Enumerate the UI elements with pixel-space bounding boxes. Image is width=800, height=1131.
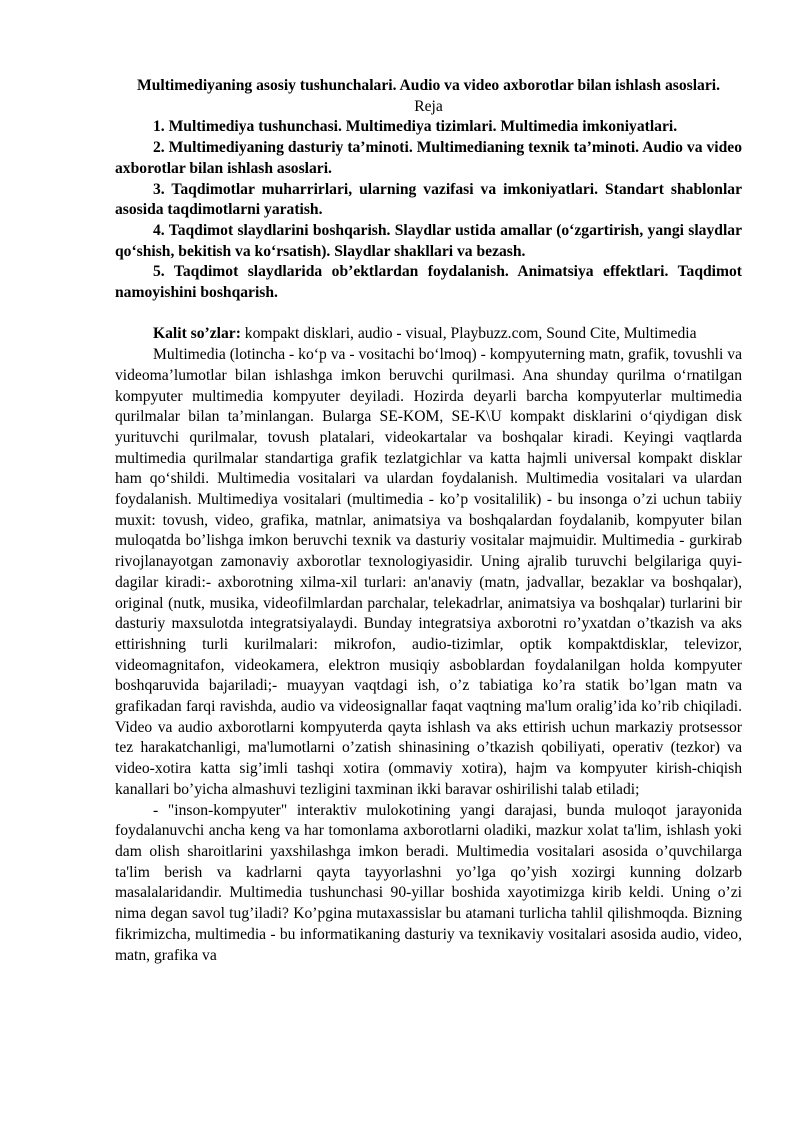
plan-item-5: 5. Taqdimot slaydlarida ob’ektlardan foydalanish. Animatsiya effektlari. Taqdimot namoyishini boshqarish. bbox=[115, 263, 742, 302]
plan-item-1: 1. Multimediya tushunchasi. Multimediya tizimlari. Multimedia imkoniyatlari. bbox=[153, 118, 678, 136]
keywords-text: kompakt disklari, audio - visual, Playbuzz.com, Sound Cite, Multimedia bbox=[240, 325, 697, 343]
plan-item-3: 3. Taqdimotlar muharrirlari, ularning vazifasi va imkoniyatlari. Standart shablonlar asosida taqdimotlarni yaratish. bbox=[115, 180, 742, 219]
keywords-label: Kalit so’zlar: bbox=[153, 325, 241, 343]
plan-item-4: 4. Taqdimot slaydlarini boshqarish. Slaydlar ustida amallar (o‘zgartirish, yangi slaydlar qo‘shish, bekitish va ko‘rsatish). Slaydlar shakllari va bezash. bbox=[115, 221, 742, 260]
body-paragraph-2: - "inson-kompyuter" interaktiv mulokotining yangi darajasi, bunda muloqot jarayonida foydalanuvchi ancha keng va har tomonlama axborotlarni oladiki, mazkur xolat ta'lim, ishlash yoki dam olish sharoitlarini yaxshilashga imkon beradi. Multimedia vositalari asosida o’quvchilarga ta'lim berish va kadrlarni qayta tayyorlashni yo’lga qo’yish xozirgi kunning dolzarb masalalaridandir. Multimedia tushunchasi 90-yillar boshida xayotimizga kirib keldi. Uning o’zi nima degan savol tug’iladi? Ko’pgina mutaxassislar bu atamani turlicha tahlil qilishmoqda. Bizning fikrimizcha, multimedia - bu informatikaning dasturiy va texnikaviy vositalari asosida audio, video, matn, grafika va bbox=[115, 801, 742, 964]
document-title: Multimediyaning asosiy tushunchalari. Audio va video axborotlar bilan ishlash asoslari. bbox=[136, 77, 720, 94]
keywords-paragraph bbox=[115, 324, 742, 345]
plan-heading: Reja bbox=[414, 97, 443, 115]
body-paragraph-1: Multimedia (lotincha - ko‘p va - vositachi bo‘lmoq) - kompyuterning matn, grafik, tovushli va videoma’lumotlar bilan ishlashga imkon beruvchi qurilmasi. Ana shunday qurilma o‘rnatilgan kompyuter multimedia kompyuter deyiladi. Hozirda deyarli barcha kompyuterlar multimedia qurilmalar bilan ta’minlangan. Bularga SE-KOM, SE-K\U kompakt disklarini o‘qiydigan disk yurituvchi qurilmalar, tovush platalari, videokartalar va boshqalar kiradi. Keyingi vaqtlarda multimedia qurilmalar standartiga grafik tezlatgichlar va katta hajmli universal kompakt disklar ham qo‘shildi. Multimedia vositalari va ulardan foydalanish. Multimedia vositalari va ulardan foydalanish. Multimediya vositalari (multimedia - ko’p vositalilik) - bu insonga o’zi uchun tabiiy muxit: tovush, video, grafika, matnlar, animatsiya va boshqalardan foydalanib, kompyuter bilan muloqatda bo’lishga imkon beruvchi texnik va dasturiy vositalar majmuidir. Multimedia - gurkirab rivojlanayotgan zamonaviy axborotlar texnologiyasidir. Uning ajralib turuvchi belgilariga quyi-dagilar kiradi:- axborotning xilma-xil turlari: an'anaviy (matn, jadvallar, bezaklar va boshqalar), original (nutk, musika, videofilmlardan parchalar, telekadrlar, animatsiya va boshqalar) turlarini bir dasturiy maxsulotda integratsiyalaydi. Bunday integratsiya axborotni ro’yxatdan o’tkazish va aks ettirishning turli kurilmalari: mikrofon, audio-tizimlar, optik kompaktdisklar, televizor, videomagnitafon, videokamera, elektron musiqiy asboblardan foydalanilgan holda kompyuter boshqaruvida bajariladi;- muayyan vaqtdagi ish, o’z tabiatiga ko’ra statik bo’lgan matn va grafikadan farqi ravishda, audio va videosignallar faqat vaqtning ma'lum oralig’ida ko’rib chiqiladi. Video va audio axborotlarni kompyuterda qayta ishlash va aks ettirish uchun markaziy protsessor tez harakatchanligi, ma'lumotlarni o’zatish shinasining o’tkazish qobiliyati, operativ (tezkor) va video-xotira katta sig’imli tashqi xotira (ommaviy xotira), hajm va kompyuter kirish-chiqish kanallari bo’yicha almashuvi tezligini taxminan ikki baravar oshirilishi talab etiladi; bbox=[115, 346, 742, 798]
document-page bbox=[115, 76, 742, 966]
plan-list bbox=[115, 117, 742, 303]
blank-line bbox=[115, 304, 742, 325]
plan-item-2: 2. Multimediyaning dasturiy ta’minoti. Multimedianing texnik ta’minoti. Audio va video axborotlar bilan ishlash asoslari. bbox=[115, 139, 742, 177]
